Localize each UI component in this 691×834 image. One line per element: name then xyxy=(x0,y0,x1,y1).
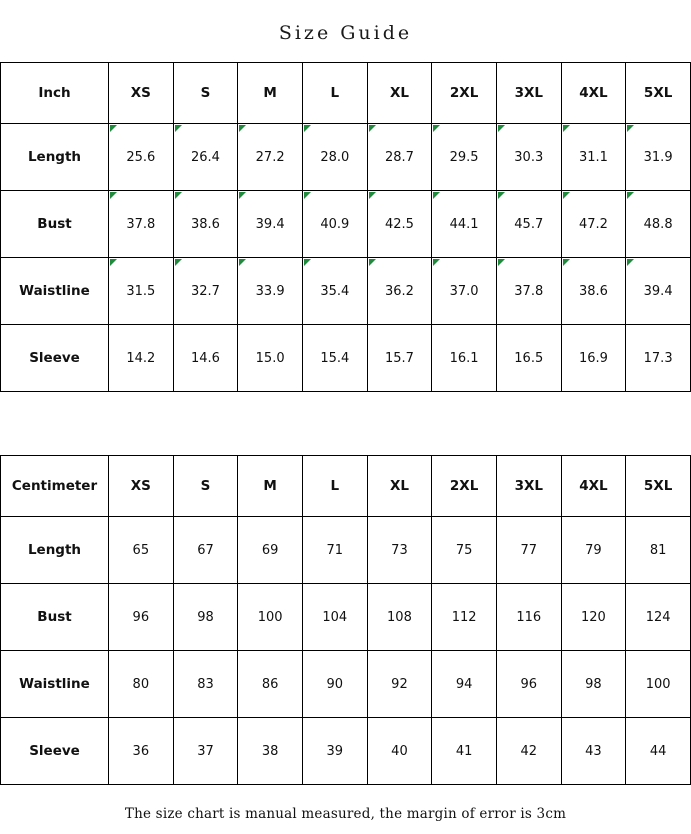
column-header: 2XL xyxy=(432,63,497,124)
cell-value: 31.1 xyxy=(561,124,626,191)
cell-value: 15.7 xyxy=(367,325,432,392)
column-header: 4XL xyxy=(561,456,626,517)
cell-value: 92 xyxy=(367,651,432,718)
column-header: M xyxy=(238,456,303,517)
cell-value: 124 xyxy=(626,584,691,651)
cell-value: 32.7 xyxy=(173,258,238,325)
cell-value: 39 xyxy=(302,718,367,785)
cell-value: 48.8 xyxy=(626,191,691,258)
cell-value: 65 xyxy=(109,517,174,584)
row-label: Length xyxy=(1,124,109,191)
cell-value: 38.6 xyxy=(173,191,238,258)
column-header: 3XL xyxy=(496,456,561,517)
cell-value: 100 xyxy=(626,651,691,718)
cell-value: 25.6 xyxy=(109,124,174,191)
cell-value: 81 xyxy=(626,517,691,584)
column-header: L xyxy=(302,63,367,124)
cell-value: 15.0 xyxy=(238,325,303,392)
cell-value: 69 xyxy=(238,517,303,584)
row-label: Waistline xyxy=(1,258,109,325)
row-label: Waistline xyxy=(1,651,109,718)
cell-value: 27.2 xyxy=(238,124,303,191)
column-header: XL xyxy=(367,456,432,517)
cell-value: 36 xyxy=(109,718,174,785)
table-row xyxy=(1,517,691,584)
cell-value: 38.6 xyxy=(561,258,626,325)
cell-value: 79 xyxy=(561,517,626,584)
cell-value: 16.1 xyxy=(432,325,497,392)
cell-value: 14.2 xyxy=(109,325,174,392)
table-row xyxy=(1,325,691,392)
centimeter-size-table xyxy=(0,455,691,785)
table-row xyxy=(1,651,691,718)
cell-value: 41 xyxy=(432,718,497,785)
cell-value: 67 xyxy=(173,517,238,584)
cell-value: 40 xyxy=(367,718,432,785)
table-header-row xyxy=(1,63,691,124)
row-label: Length xyxy=(1,517,109,584)
cell-value: 36.2 xyxy=(367,258,432,325)
cell-value: 35.4 xyxy=(302,258,367,325)
cell-value: 96 xyxy=(496,651,561,718)
cell-value: 37.8 xyxy=(496,258,561,325)
cell-value: 37 xyxy=(173,718,238,785)
cell-value: 94 xyxy=(432,651,497,718)
cell-value: 73 xyxy=(367,517,432,584)
column-header: 2XL xyxy=(432,456,497,517)
table-row xyxy=(1,258,691,325)
cell-value: 42.5 xyxy=(367,191,432,258)
cell-value: 108 xyxy=(367,584,432,651)
column-header: S xyxy=(173,63,238,124)
cell-value: 112 xyxy=(432,584,497,651)
page-title: Size Guide xyxy=(278,22,413,44)
cell-value: 77 xyxy=(496,517,561,584)
cell-value: 14.6 xyxy=(173,325,238,392)
cell-value: 15.4 xyxy=(302,325,367,392)
cell-value: 28.7 xyxy=(367,124,432,191)
row-label: Sleeve xyxy=(1,325,109,392)
cell-value: 37.8 xyxy=(109,191,174,258)
cell-value: 31.5 xyxy=(109,258,174,325)
column-header: L xyxy=(302,456,367,517)
table-row xyxy=(1,191,691,258)
column-header: XS xyxy=(109,456,174,517)
column-header: S xyxy=(173,456,238,517)
cell-value: 80 xyxy=(109,651,174,718)
cell-value: 44.1 xyxy=(432,191,497,258)
inch-size-table xyxy=(0,62,691,392)
cell-value: 86 xyxy=(238,651,303,718)
measurement-footnote: The size chart is manual measured, the margin of error is 3cm xyxy=(124,806,567,822)
cell-value: 100 xyxy=(238,584,303,651)
cell-value: 26.4 xyxy=(173,124,238,191)
cell-value: 98 xyxy=(561,651,626,718)
cell-value: 42 xyxy=(496,718,561,785)
row-label: Bust xyxy=(1,191,109,258)
cell-value: 98 xyxy=(173,584,238,651)
column-header: 4XL xyxy=(561,63,626,124)
cell-value: 40.9 xyxy=(302,191,367,258)
table-row xyxy=(1,584,691,651)
column-header: M xyxy=(238,63,303,124)
cell-value: 33.9 xyxy=(238,258,303,325)
cell-value: 16.5 xyxy=(496,325,561,392)
cell-value: 16.9 xyxy=(561,325,626,392)
cell-value: 38 xyxy=(238,718,303,785)
cell-value: 104 xyxy=(302,584,367,651)
unit-label-inch: Inch xyxy=(1,63,109,124)
cell-value: 39.4 xyxy=(238,191,303,258)
cell-value: 90 xyxy=(302,651,367,718)
column-header: 3XL xyxy=(496,63,561,124)
cell-value: 43 xyxy=(561,718,626,785)
cell-value: 31.9 xyxy=(626,124,691,191)
table-separator xyxy=(0,392,691,455)
column-header: 5XL xyxy=(626,456,691,517)
cell-value: 116 xyxy=(496,584,561,651)
cell-value: 47.2 xyxy=(561,191,626,258)
table-header-row xyxy=(1,456,691,517)
cell-value: 96 xyxy=(109,584,174,651)
cell-value: 71 xyxy=(302,517,367,584)
table-row xyxy=(1,124,691,191)
column-header: 5XL xyxy=(626,63,691,124)
cell-value: 17.3 xyxy=(626,325,691,392)
cell-value: 28.0 xyxy=(302,124,367,191)
unit-label-centimeter: Centimeter xyxy=(1,456,109,517)
column-header: XS xyxy=(109,63,174,124)
cell-value: 44 xyxy=(626,718,691,785)
cell-value: 45.7 xyxy=(496,191,561,258)
cell-value: 120 xyxy=(561,584,626,651)
row-label: Bust xyxy=(1,584,109,651)
table-row xyxy=(1,718,691,785)
cell-value: 39.4 xyxy=(626,258,691,325)
column-header: XL xyxy=(367,63,432,124)
cell-value: 83 xyxy=(173,651,238,718)
cell-value: 75 xyxy=(432,517,497,584)
row-label: Sleeve xyxy=(1,718,109,785)
cell-value: 29.5 xyxy=(432,124,497,191)
cell-value: 37.0 xyxy=(432,258,497,325)
cell-value: 30.3 xyxy=(496,124,561,191)
